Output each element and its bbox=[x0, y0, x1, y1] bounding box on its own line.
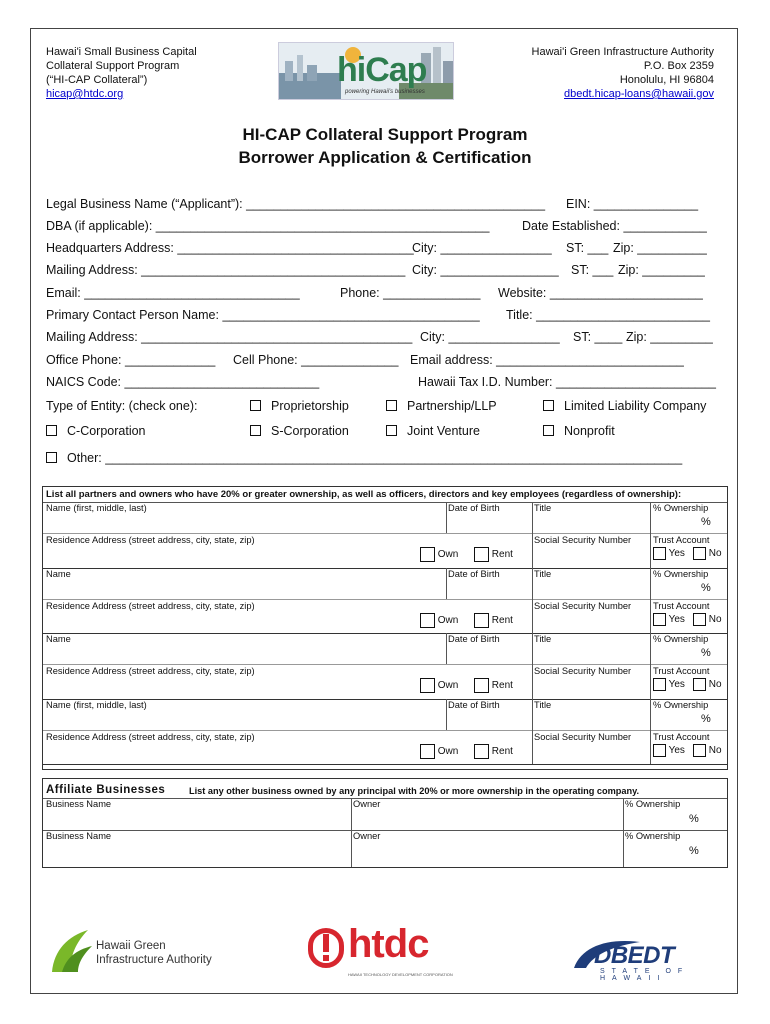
owner-pct-sign: % bbox=[701, 581, 711, 594]
email-field[interactable]: Email: _______________________________ bbox=[46, 286, 300, 300]
office-phone-field[interactable]: Office Phone: _____________ bbox=[46, 353, 216, 367]
affiliates-table bbox=[42, 778, 728, 868]
owner-name-field[interactable]: Name (first, middle, last) bbox=[46, 699, 147, 710]
option-label: C-Corporation bbox=[67, 424, 146, 438]
dbedt-subtitle: STATE OF HAWAII bbox=[600, 968, 690, 982]
yes-label: Yes bbox=[668, 744, 685, 756]
owner-residence-field[interactable]: Residence Address (street address, city, state, zip) bbox=[46, 666, 255, 676]
header-right-line: Honolulu, HI 96804 bbox=[619, 74, 714, 86]
tax-id-field[interactable]: Hawaii Tax I.D. Number: _______________________ bbox=[418, 375, 716, 389]
checkbox-llc[interactable] bbox=[543, 399, 706, 413]
mailing-zip-field[interactable]: Zip: _________ bbox=[618, 263, 705, 277]
option-label: Joint Venture bbox=[407, 424, 480, 438]
contact-title-field[interactable]: Title: _________________________ bbox=[506, 308, 710, 322]
ein-field[interactable]: EIN: _______________ bbox=[566, 197, 699, 211]
form-title: HI-CAP Collateral Support Program bbox=[242, 125, 528, 144]
owner-residence-field[interactable]: Residence Address (street address, city, state, zip) bbox=[46, 600, 255, 611]
contact-city-field[interactable]: City: ________________ bbox=[420, 330, 560, 344]
owner-ssn-field[interactable]: Social Security Number bbox=[534, 666, 632, 676]
owner-rent-option[interactable] bbox=[474, 547, 513, 562]
contact-state-field[interactable]: ST: ____ bbox=[573, 330, 623, 344]
affiliate-business-name-2[interactable]: Business Name bbox=[46, 831, 112, 841]
yes-label: Yes bbox=[668, 613, 685, 625]
hq-state-field[interactable]: ST: ___ bbox=[566, 241, 609, 255]
contact-zip-field[interactable]: Zip: _________ bbox=[626, 330, 713, 344]
no-label: No bbox=[708, 548, 722, 560]
affiliate-ownership-2[interactable]: % Ownership bbox=[625, 831, 681, 841]
affiliate-owner-1[interactable]: Owner bbox=[353, 799, 381, 809]
trust-yes-option[interactable] bbox=[653, 744, 685, 757]
hq-zip-field[interactable]: Zip: __________ bbox=[613, 241, 707, 255]
owner-own-option[interactable] bbox=[420, 678, 458, 693]
yes-label: Yes bbox=[668, 548, 685, 560]
checkbox-icon[interactable] bbox=[46, 425, 57, 436]
checkbox-icon[interactable] bbox=[653, 744, 666, 757]
affiliates-instruction: List any other business owned by any principal with 20% or more ownership in the operating company. bbox=[189, 786, 640, 796]
checkbox-icon[interactable] bbox=[543, 400, 554, 411]
owner-ownership-field[interactable]: % Ownership bbox=[653, 634, 709, 644]
header-left-line: Hawai'i Small Business Capital bbox=[46, 46, 197, 58]
rent-label: Rent bbox=[491, 680, 513, 692]
no-label: No bbox=[708, 744, 722, 756]
htdc-exclamation-icon bbox=[323, 934, 329, 952]
checkbox-icon[interactable] bbox=[474, 613, 489, 628]
checkbox-icon[interactable] bbox=[693, 678, 706, 691]
checkbox-icon[interactable] bbox=[386, 400, 397, 411]
owner-ownership-field[interactable]: % Ownership bbox=[653, 568, 709, 579]
checkbox-icon[interactable] bbox=[250, 400, 261, 411]
checkbox-joint-venture[interactable] bbox=[386, 424, 480, 438]
owner-trust-account-label: Trust Account bbox=[653, 535, 710, 545]
owner-pct-sign: % bbox=[701, 516, 711, 528]
owner-rent-option[interactable] bbox=[474, 613, 513, 628]
checkbox-icon[interactable] bbox=[693, 744, 706, 757]
owner-title-field[interactable]: Title bbox=[534, 568, 552, 579]
owner-pct-sign: % bbox=[701, 647, 711, 659]
owner-dob-field[interactable]: Date of Birth bbox=[448, 568, 500, 579]
own-label: Own bbox=[437, 745, 459, 757]
header-right-line: Hawai'i Green Infrastructure Authority bbox=[531, 46, 714, 58]
checkbox-icon[interactable] bbox=[420, 678, 435, 693]
contact-email-field[interactable]: Email address: ___________________________ bbox=[410, 353, 684, 367]
naics-code-field[interactable]: NAICS Code: ____________________________ bbox=[46, 375, 320, 389]
trust-yes-option[interactable] bbox=[653, 613, 685, 626]
hgia-name-line2: Infrastructure Authority bbox=[96, 954, 212, 966]
dbedt-email-link[interactable]: dbedt.hicap-loans@hawaii.gov bbox=[564, 88, 714, 100]
website-field[interactable]: Website: ______________________ bbox=[498, 286, 703, 300]
owner-ssn-field[interactable]: Social Security Number bbox=[534, 535, 632, 545]
phone-field[interactable]: Phone: ______________ bbox=[340, 286, 481, 300]
owner-ownership-field[interactable]: % Ownership bbox=[653, 699, 709, 710]
owner-trust-account-label: Trust Account bbox=[653, 666, 710, 676]
owner-dob-field[interactable]: Date of Birth bbox=[448, 503, 500, 513]
mailing-city-field[interactable]: City: _________________ bbox=[412, 263, 559, 277]
checkbox-icon[interactable] bbox=[386, 425, 397, 436]
trust-no-option[interactable] bbox=[693, 744, 722, 757]
contact-name-field[interactable]: Primary Contact Person Name: _____________________________________ bbox=[46, 308, 480, 322]
rent-label: Rent bbox=[491, 745, 513, 757]
dba-field[interactable]: DBA (if applicable): ________________________________________________ bbox=[46, 219, 490, 233]
checkbox-icon[interactable] bbox=[474, 678, 489, 693]
header-right-line: P.O. Box 2359 bbox=[643, 60, 714, 72]
other-field[interactable]: Other: ___________________________________________________________________________________ bbox=[67, 451, 683, 465]
header-right bbox=[532, 45, 714, 101]
mailing-address-field[interactable]: Mailing Address: ______________________________________ bbox=[46, 263, 406, 277]
rent-label: Rent bbox=[491, 614, 513, 626]
checkbox-icon[interactable] bbox=[250, 425, 261, 436]
form-subtitle: Borrower Application & Certification bbox=[238, 148, 532, 167]
affiliate-pct-1: % bbox=[689, 813, 699, 825]
trust-no-option[interactable] bbox=[693, 678, 722, 691]
header-left bbox=[46, 45, 197, 101]
legal-name-field[interactable]: Legal Business Name (“Applicant”): ___________________________________________ bbox=[46, 197, 546, 211]
owner-dob-field[interactable]: Date of Birth bbox=[448, 634, 500, 644]
cell-phone-field[interactable]: Cell Phone: ______________ bbox=[233, 353, 399, 367]
owner-ownership-field[interactable]: % Ownership bbox=[653, 503, 709, 513]
hicap-logo bbox=[278, 42, 454, 100]
hq-city-field[interactable]: City: ________________ bbox=[412, 241, 552, 255]
checkbox-c-corporation[interactable] bbox=[46, 424, 146, 438]
htdc-wordmark: htdc bbox=[348, 922, 429, 966]
trust-no-option[interactable] bbox=[693, 547, 722, 560]
own-label: Own bbox=[437, 549, 459, 561]
checkbox-proprietorship[interactable] bbox=[250, 399, 349, 413]
affiliate-pct-2: % bbox=[689, 845, 699, 857]
checkbox-icon[interactable] bbox=[693, 613, 706, 626]
date-established-field[interactable]: Date Established: ____________ bbox=[522, 219, 707, 233]
checkbox-icon[interactable] bbox=[474, 744, 489, 759]
checkbox-icon[interactable] bbox=[420, 547, 435, 562]
owners-caption: List all partners and owners who have 20% or greater ownership, as well as officers, directors and key employees (regardless of ownership): bbox=[46, 489, 682, 500]
owner-name-field[interactable]: Name (first, middle, last) bbox=[46, 503, 147, 513]
header-left-line: Collateral Support Program bbox=[46, 60, 180, 72]
header-left-line: (“HI-CAP Collateral”) bbox=[46, 74, 148, 86]
owner-residence-field[interactable]: Residence Address (street address, city, state, zip) bbox=[46, 731, 255, 742]
trust-no-option[interactable] bbox=[693, 613, 722, 626]
hq-address-field[interactable]: Headquarters Address: __________________________________ bbox=[46, 241, 414, 255]
checkbox-icon[interactable] bbox=[653, 613, 666, 626]
own-label: Own bbox=[437, 680, 459, 692]
option-label: Limited Liability Company bbox=[564, 399, 707, 413]
mailing-state-field[interactable]: ST: ___ bbox=[571, 263, 614, 277]
owner-title-field[interactable]: Title bbox=[534, 634, 552, 644]
rent-label: Rent bbox=[491, 549, 513, 561]
affiliate-owner-2[interactable]: Owner bbox=[353, 831, 381, 841]
checkbox-icon[interactable] bbox=[693, 547, 706, 560]
option-label: Proprietorship bbox=[271, 399, 349, 413]
option-label: S-Corporation bbox=[271, 424, 349, 438]
owner-ssn-field[interactable]: Social Security Number bbox=[534, 731, 632, 742]
dbedt-logo bbox=[572, 938, 718, 982]
option-label: Nonprofit bbox=[564, 424, 615, 438]
checkbox-other[interactable] bbox=[46, 451, 682, 465]
checkbox-icon[interactable] bbox=[653, 547, 666, 560]
hicap-email-link[interactable]: hicap@htdc.org bbox=[46, 88, 124, 100]
owner-name-field[interactable]: Name bbox=[46, 634, 71, 644]
hgia-logo bbox=[48, 928, 228, 978]
owner-own-option[interactable] bbox=[420, 547, 458, 562]
owner-residence-field[interactable]: Residence Address (street address, city, state, zip) bbox=[46, 535, 255, 545]
trust-yes-option[interactable] bbox=[653, 678, 685, 691]
owner-title-field[interactable]: Title bbox=[534, 699, 552, 710]
yes-label: Yes bbox=[668, 679, 685, 691]
no-label: No bbox=[708, 613, 722, 625]
own-label: Own bbox=[437, 614, 459, 626]
dbedt-wordmark: DBEDT bbox=[594, 942, 675, 969]
checkbox-icon[interactable] bbox=[653, 678, 666, 691]
checkbox-icon[interactable] bbox=[474, 547, 489, 562]
hgia-name-line1: Hawaii Green bbox=[96, 940, 166, 952]
affiliates-heading: Affiliate Businesses bbox=[46, 784, 166, 796]
checkbox-icon[interactable] bbox=[46, 452, 57, 463]
option-label: Partnership/LLP bbox=[407, 399, 497, 413]
owners-table bbox=[42, 486, 728, 770]
entity-type-label: Type of Entity: (check one): bbox=[46, 399, 198, 413]
logo-tagline: powering Hawaii's businesses bbox=[345, 89, 425, 95]
owner-own-option[interactable] bbox=[420, 613, 458, 628]
checkbox-s-corporation[interactable] bbox=[250, 424, 349, 438]
no-label: No bbox=[708, 679, 722, 691]
owner-own-option[interactable] bbox=[420, 744, 458, 759]
owner-rent-option[interactable] bbox=[474, 744, 513, 759]
affiliate-ownership-1[interactable]: % Ownership bbox=[625, 799, 681, 809]
owner-rent-option[interactable] bbox=[474, 678, 513, 693]
checkbox-icon[interactable] bbox=[420, 613, 435, 628]
owner-dob-field[interactable]: Date of Birth bbox=[448, 699, 500, 710]
trust-yes-option[interactable] bbox=[653, 547, 685, 560]
htdc-subtitle: HAWAII TECHNOLOGY DEVELOPMENT CORPORATION bbox=[348, 972, 453, 977]
contact-mailing-address-field[interactable]: Mailing Address: _______________________________________ bbox=[46, 330, 413, 344]
owner-ssn-field[interactable]: Social Security Number bbox=[534, 600, 632, 611]
owner-pct-sign: % bbox=[701, 712, 711, 725]
owner-trust-account-label: Trust Account bbox=[653, 600, 710, 611]
checkbox-icon[interactable] bbox=[543, 425, 554, 436]
owner-title-field[interactable]: Title bbox=[534, 503, 552, 513]
affiliate-business-name-1[interactable]: Business Name bbox=[46, 799, 112, 809]
owner-trust-account-label: Trust Account bbox=[653, 731, 710, 742]
htdc-logo bbox=[308, 922, 458, 982]
logo-wordmark: hiCap bbox=[337, 51, 427, 89]
owner-name-field[interactable]: Name bbox=[46, 568, 71, 579]
checkbox-icon[interactable] bbox=[420, 744, 435, 759]
checkbox-partnership[interactable] bbox=[386, 399, 497, 413]
checkbox-nonprofit[interactable] bbox=[543, 424, 615, 438]
